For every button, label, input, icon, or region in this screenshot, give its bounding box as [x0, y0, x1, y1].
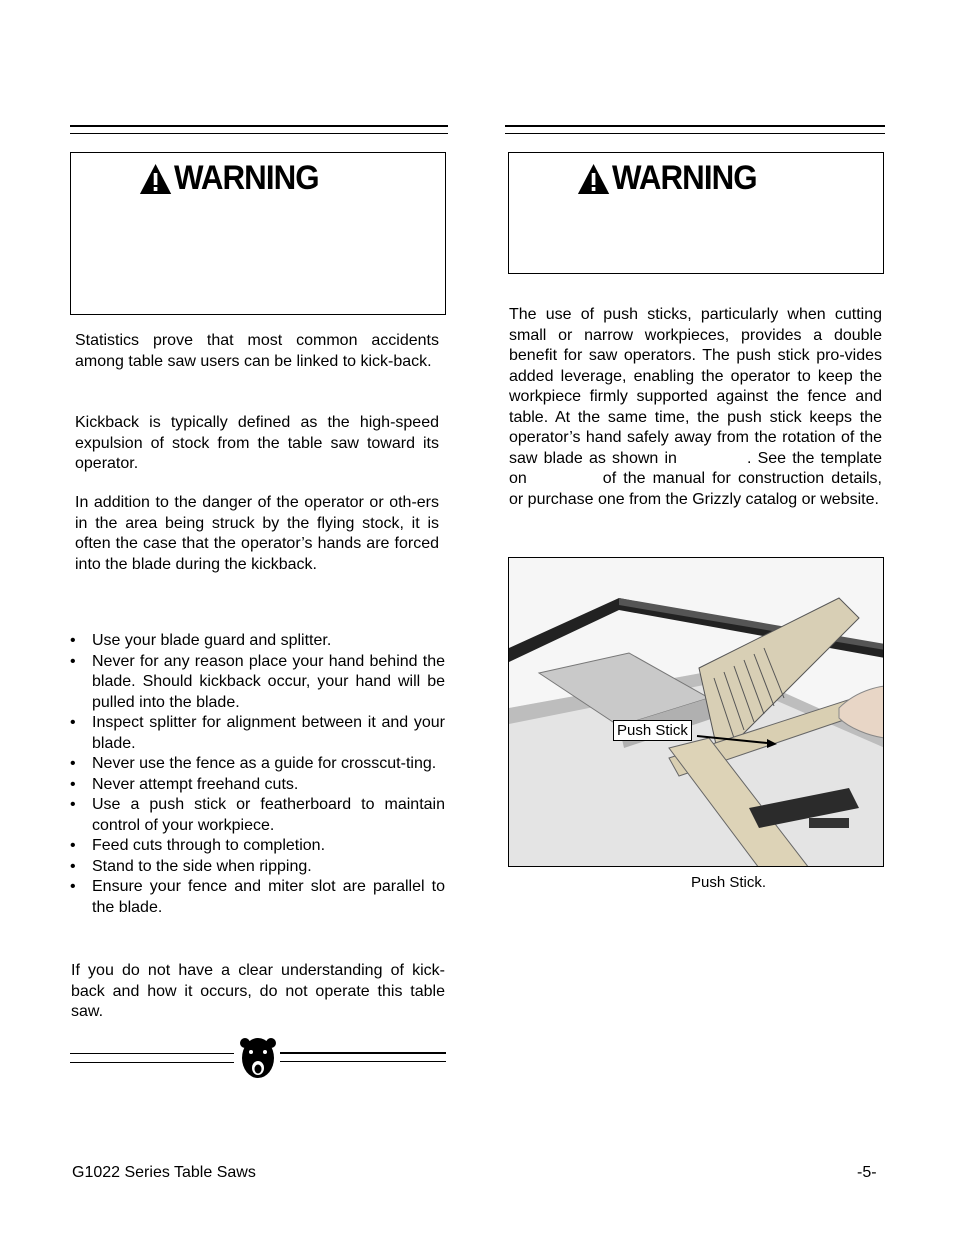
right-paragraph-1: [509, 305, 882, 510]
list-item: • Use your blade guard and splitter.: [70, 631, 445, 652]
list-item: • Use a push stick or featherboard to maintain control of your workpiece.: [70, 795, 445, 836]
left-paragraph-4: If you do not have a clear understanding of kick-back and how it occurs, do not operate this table saw.: [71, 962, 445, 1020]
left-paragraph-3: In addition to the danger of the operator or oth-ers in the area being struck by the flying stock, it is often the case that the operator’s hands are forced into the blade during the kickback.: [75, 494, 439, 573]
kickback-prevention-list: [70, 631, 445, 918]
left-paragraph-1: Statistics prove that most common accidents among table saw users can be linked to kick-back.: [75, 332, 439, 370]
push-stick-text-part-2: . See the template on: [509, 449, 883, 487]
warning-triangle-icon: [139, 163, 172, 195]
left-warning-title: WARNING: [173, 159, 319, 197]
right-header-rule: [505, 125, 885, 127]
footer-title: G1022 Series Table Saws: [72, 1164, 256, 1181]
right-header-rule-thin: [505, 133, 885, 134]
bear-logo-icon: [238, 1036, 278, 1080]
list-item: • Inspect splitter for alignment between it and your blade.: [70, 713, 445, 754]
right-warning-title: WARNING: [611, 159, 757, 197]
push-stick-text-part-3: of the manual for construction details, or purchase one from the Grizzly catalog or website.: [509, 470, 882, 508]
page-number: -5-: [857, 1164, 877, 1181]
divider-right-line-1: [280, 1052, 446, 1054]
divider-left-line-1: [70, 1053, 234, 1054]
push-stick-text-part-1: The use of push sticks, particularly when cutting small or narrow workpieces, provides a double benefit for saw operators. The push stick pro-vides added leverage, enabling the operator to keep the workpiece firmly supported against the fence and table. At the same time, the push stick keeps the operator’s hand safely away from the rotation of the saw blade as shown in: [509, 306, 882, 467]
left-header-rule: [70, 125, 448, 127]
list-item: • Never for any reason place your hand behind the blade. Should kickback occur, your hand will be pulled into the blade.: [70, 652, 445, 714]
warning-triangle-icon: [577, 163, 610, 195]
list-item: • Ensure your fence and miter slot are parallel to the blade.: [70, 877, 445, 918]
push-stick-callout: Push Stick: [613, 720, 692, 741]
list-item: • Feed cuts through to completion.: [70, 836, 445, 857]
right-warning-heading: [577, 159, 757, 198]
list-item: • Stand to the side when ripping.: [70, 857, 445, 878]
table-saw-illustration: [509, 558, 884, 867]
left-header-rule-thin: [70, 133, 448, 134]
left-warning-heading: [139, 159, 319, 198]
divider-left-line-2: [70, 1062, 234, 1063]
divider-right-line-2: [280, 1061, 446, 1062]
figure-caption: Push Stick.: [691, 874, 767, 891]
left-paragraph-2: Kickback is typically defined as the high-speed expulsion of stock from the table saw toward its operator.: [75, 414, 439, 472]
list-item: • Never attempt freehand cuts.: [70, 775, 445, 796]
right-warning-box: [508, 152, 884, 274]
push-stick-photo: [508, 557, 884, 867]
list-item: • Never use the fence as a guide for crosscut-ting.: [70, 754, 445, 775]
left-warning-box: [70, 152, 446, 315]
